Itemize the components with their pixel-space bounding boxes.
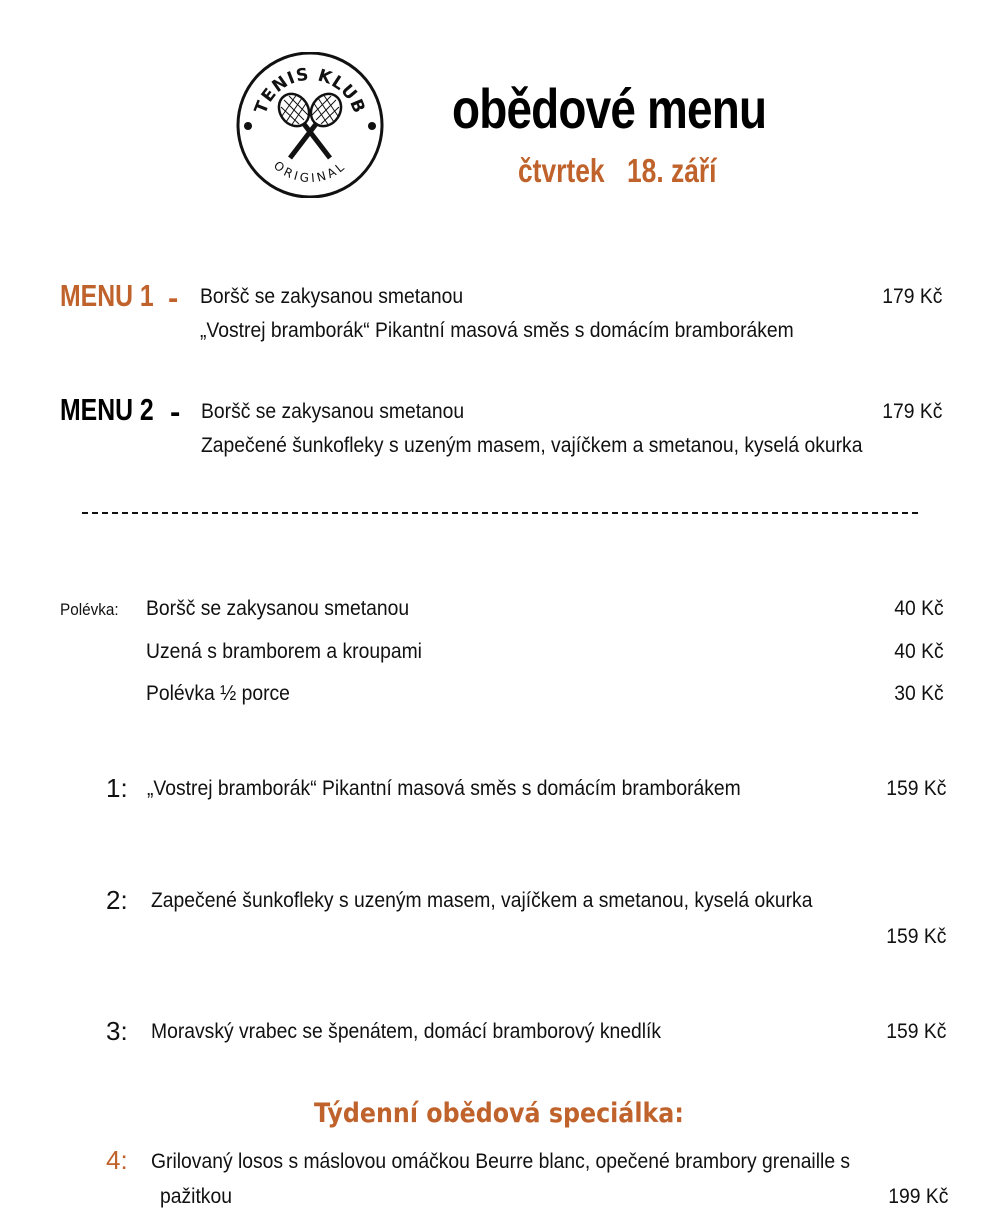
menu-2-label: MENU 2 (60, 392, 154, 427)
main-3-price: 159 Kč (885, 1020, 946, 1043)
svg-text:ORIGINAL (271, 158, 349, 185)
menu-2-soup: Boršč se zakysanou smetanou (201, 400, 465, 423)
main-1-name: „Vostrej bramborák“ Pikantní masová směs s domácím bramborákem (147, 777, 741, 800)
menu-2-price: 179 Kč (881, 400, 942, 423)
soup-item: Boršč se zakysanou smetanou (146, 597, 410, 620)
menu-1-price: 179 Kč (881, 285, 942, 308)
soup-price: 40 Kč (894, 597, 944, 620)
soup-item: Uzená s bramborem a kroupami (146, 640, 422, 663)
logo-text-bottom: ORIGINAL (270, 158, 350, 186)
menu-1-main: „Vostrej bramborák“ Pikantní masová směs s domácím bramborákem (200, 319, 794, 342)
main-1-number: 1: (106, 773, 128, 803)
main-3-number: 3: (106, 1016, 128, 1046)
soup-price: 30 Kč (894, 682, 944, 705)
main-2-name: Zapečené šunkofleky s uzeným masem, vajíčkem a smetanou, kyselá okurka (151, 889, 813, 912)
special-name-line1: Grilovaný losos s máslovou omáčkou Beurre blanc, opečené brambory grenaille s (151, 1150, 851, 1173)
main-2-number: 2: (106, 885, 128, 915)
main-2-price: 159 Kč (885, 925, 946, 948)
menu-2-main: Zapečené šunkofleky s uzeným masem, vajíčkem a smetanou, kyselá okurka (201, 434, 863, 457)
day-name: čtvrtek (518, 152, 605, 189)
date-line (518, 152, 717, 190)
soup-label: Polévka: (60, 600, 119, 619)
soup-price: 40 Kč (894, 640, 944, 663)
menu-1-label: MENU 1 (60, 278, 154, 313)
divider-line (82, 512, 918, 514)
tennis-racket-icon (273, 88, 347, 158)
special-name-line2: pažitkou (160, 1185, 232, 1208)
special-number: 4: (106, 1145, 128, 1175)
page-title: obědové menu (452, 77, 767, 140)
svg-text:TENIS KLUB (251, 65, 369, 117)
date-value: 18. září (626, 152, 717, 189)
main-3-name: Moravský vrabec se špenátem, domácí bramborový knedlík (151, 1020, 662, 1043)
special-heading: Týdenní obědová speciálka: (314, 1098, 684, 1129)
main-1-price: 159 Kč (885, 777, 946, 800)
soup-item: Polévka ½ porce (146, 682, 290, 705)
menu-1-dash: - (168, 280, 179, 315)
menu-2-dash: - (170, 394, 181, 429)
tenis-klub-logo (234, 52, 386, 198)
logo-text-top: TENIS KLUB (250, 64, 370, 117)
special-price: 199 Kč (887, 1185, 948, 1208)
menu-1-soup: Boršč se zakysanou smetanou (200, 285, 464, 308)
